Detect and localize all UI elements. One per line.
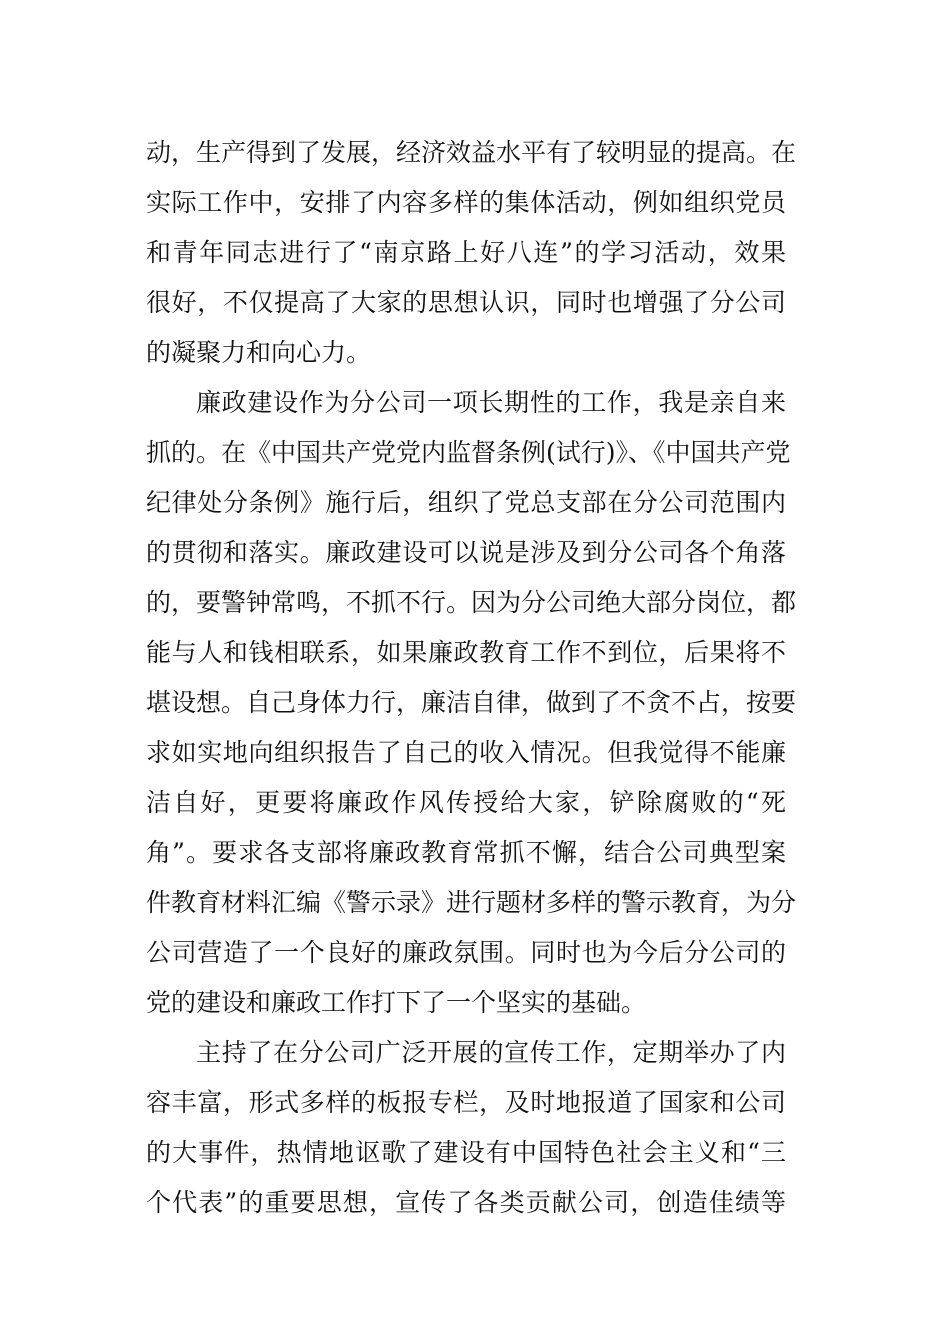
text-line: 公司营造了一个良好的廉政氛围。同时也为今后分公司的 <box>146 938 786 967</box>
text-line: 容丰富，形式多样的板报专栏，及时地报道了国家和公司 <box>146 1088 786 1117</box>
text-line: 角”。要求各支部将廉政教育常抓不懈，结合公司典型案 <box>146 838 786 867</box>
text-line: 廉政建设作为分公司一项长期性的工作，我是亲自来 <box>196 388 786 417</box>
text-line: 的大事件，热情地讴歌了建设有中国特色社会主义和“三 <box>146 1138 786 1167</box>
text-line: 和青年同志进行了“南京路上好八连”的学习活动，效果 <box>146 238 786 267</box>
paragraph-3 <box>146 1028 786 1228</box>
text-line: 党的建设和廉政工作打下了一个坚实的基础。 <box>146 988 647 1017</box>
text-line: 的凝聚力和向心力。 <box>146 338 372 367</box>
text-line: 的贯彻和落实。廉政建设可以说是涉及到分公司各个角落 <box>146 538 786 567</box>
text-line: 抓的。在《中国共产党党内监督条例(试行)》、《中国共产党 <box>146 438 791 467</box>
text-line: 堪设想。自己身体力行，廉洁自律，做到了不贪不占，按要 <box>146 688 797 717</box>
text-line: 能与人和钱相联系，如果廉政教育工作不到位，后果将不 <box>146 638 786 667</box>
text-line: 的，要警钟常鸣，不抓不行。因为分公司绝大部分岗位，都 <box>146 588 797 617</box>
text-line: 动，生产得到了发展，经济效益水平有了较明显的提高。在 <box>146 138 797 167</box>
text-line: 实际工作中，安排了内容多样的集体活动，例如组织党员 <box>146 188 786 217</box>
text-line: 洁自好，更要将廉政作风传授给大家，铲除腐败的“死 <box>146 788 786 817</box>
paragraph-1 <box>146 128 797 378</box>
text-line: 纪律处分条例》施行后，组织了党总支部在分公司范围内 <box>146 488 786 517</box>
text-line: 很好，不仅提高了大家的思想认识，同时也增强了分公司 <box>146 288 786 317</box>
paragraph-2 <box>146 378 797 1028</box>
text-line: 件教育材料汇编《警示录》进行题材多样的警示教育，为分 <box>146 888 797 917</box>
text-line: 求如实地向组织报告了自己的收入情况。但我觉得不能廉 <box>146 738 786 767</box>
document-body <box>146 128 797 1228</box>
text-line: 个代表”的重要思想，宣传了各类贡献公司，创造佳绩等 <box>146 1188 786 1217</box>
text-line: 主持了在分公司广泛开展的宣传工作，定期举办了内 <box>196 1038 786 1067</box>
